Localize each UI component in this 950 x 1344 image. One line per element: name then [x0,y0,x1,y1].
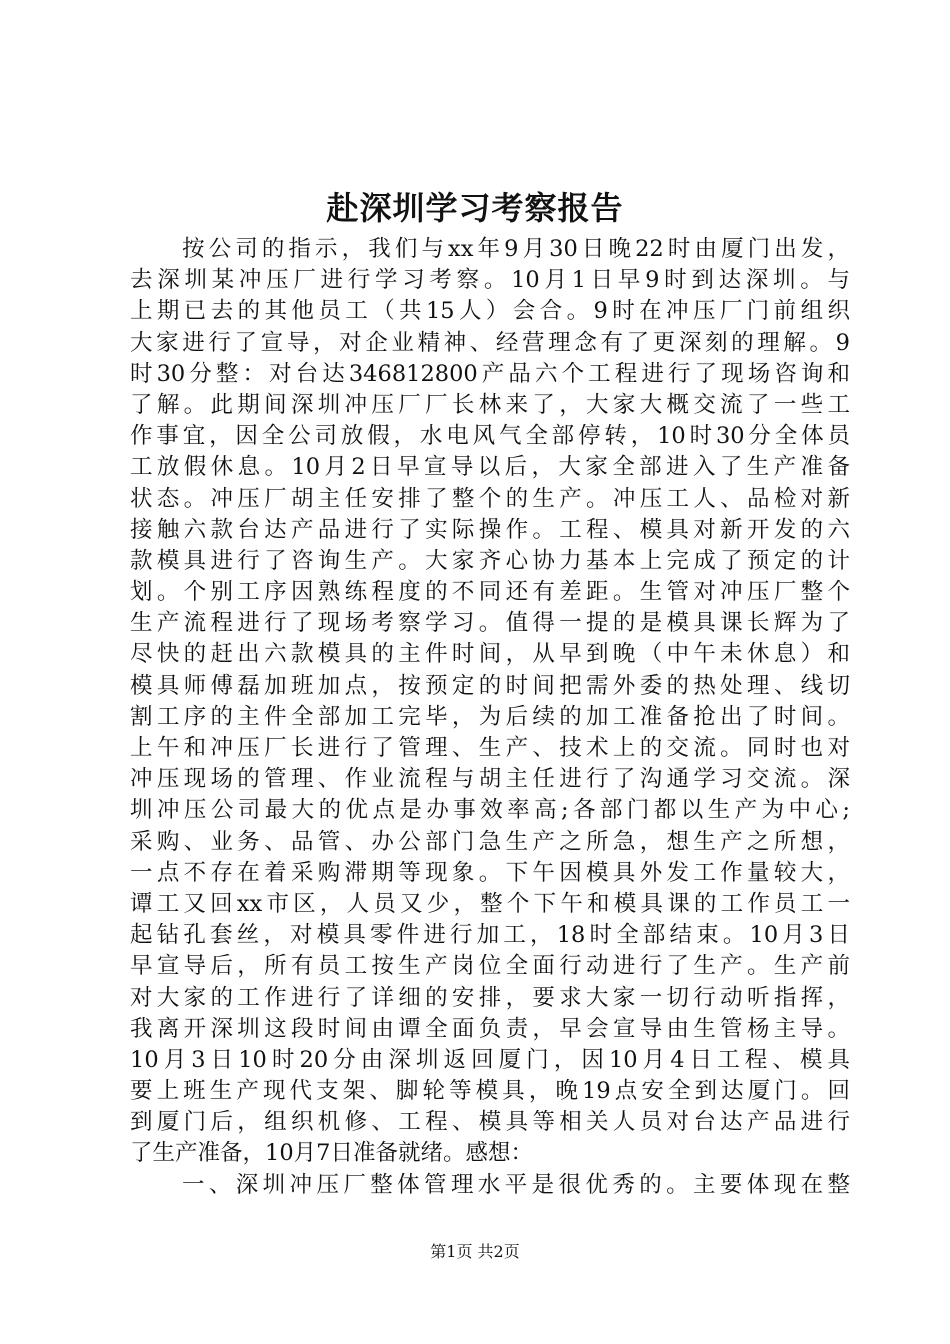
body-line: 去深圳某冲压厂进行学习考察。10月1日早9时到达深圳。与 [130,267,850,294]
body-line: 到厦门后，组织机修、工程、模具等相关人员对台达产品进行 [130,1109,850,1136]
document-body [130,234,850,1201]
body-line: 上期已去的其他员工（共15人）会合。9时在冲压厂门前组织 [130,298,850,325]
body-line: 采购、业务、品管、办公部门急生产之所急，想生产之所想， [130,828,850,855]
body-line: 生产流程进行了现场考察学习。值得一提的是模具课长辉为了 [130,610,850,637]
body-line: 一点不存在着采购滞期等现象。下午因模具外发工作量较大， [130,859,850,886]
body-line: 要上班生产现代支架、脚轮等模具，晚19点安全到达厦门。回 [130,1078,850,1105]
body-line: 大家进行了宣导，对企业精神、经营理念有了更深刻的理解。9 [130,329,850,356]
body-line: 割工序的主件全部加工完毕，为后续的加工准备抢出了时间。 [130,703,850,730]
body-line: 我离开深圳这段时间由谭全面负责，早会宣导由生管杨主导。 [130,1015,850,1042]
body-line: 了生产准备，10月7日准备就绪。感想： [130,1140,533,1167]
body-line: 起钻孔套丝，对模具零件进行加工，18时全部结束。10月3日 [130,922,850,949]
body-line: 款模具进行了咨询生产。大家齐心协力基本上完成了预定的计 [130,547,850,574]
body-line: 作事宜，因全公司放假，水电风气全部停转，10时30分全体员 [130,423,850,450]
body-line: 冲压现场的管理、作业流程与胡主任进行了沟通学习交流。深 [130,766,850,793]
body-line: 状态。冲压厂胡主任安排了整个的生产。冲压工人、品检对新 [130,485,850,512]
body-line: 上午和冲压厂长进行了管理、生产、技术上的交流。同时也对 [130,735,850,761]
document-title: 赴深圳学习考察报告 [326,189,624,227]
body-line: 划。个别工序因熟练程度的不同还有差距。生管对冲压厂整个 [130,579,850,606]
body-line: 接触六款台达产品进行了实际操作。工程、模具对新开发的六 [130,516,850,543]
body-line: 对大家的工作进行了详细的安排，要求大家一切行动听指挥， [130,984,850,1011]
body-line: 了解。此期间深圳冲压厂厂长林来了，大家大概交流了一些工 [130,391,850,418]
body-line: 模具师傅磊加班加点，按预定的时间把需外委的热处理、线切 [130,672,850,699]
body-line: 10月3日10时20分由深圳返回厦门，因10月4日工程、模具 [130,1046,850,1073]
body-line: 工放假休息。10月2日早宣导以后，大家全部进入了生产准备 [130,454,850,481]
body-line: 尽快的赶出六款模具的主件时间，从早到晚（中午未休息）和 [130,641,850,668]
body-line: 一、深圳冲压厂整体管理水平是很优秀的。主要体现在整 [182,1171,850,1198]
body-line: 谭工又回xx市区，人员又少，整个下午和模具课的工作员工一 [130,890,850,917]
body-line: 早宣导后，所有员工按生产岗位全面行动进行了生产。生产前 [130,953,850,980]
page-footer: 第1页 共2页 [430,1242,520,1261]
body-line: 按公司的指示，我们与xx年9月30日晚22时由厦门出发， [182,236,850,262]
body-line: 时30分整：对台达346812800产品六个工程进行了现场咨询和 [130,360,850,387]
body-line: 圳冲压公司最大的优点是办事效率高;各部门都以生产为中心; [130,797,850,824]
